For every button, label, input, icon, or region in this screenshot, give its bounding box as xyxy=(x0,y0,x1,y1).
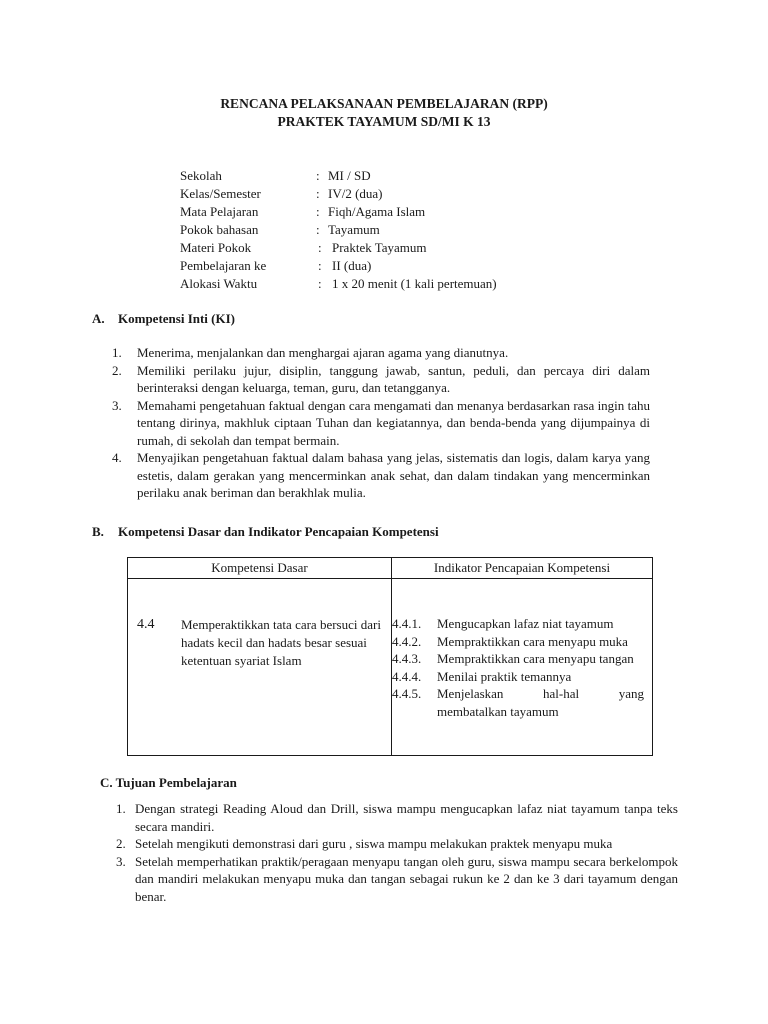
list-number: 4. xyxy=(112,450,122,465)
list-text: Menerima, menjalankan dan menghargai ajaran agama yang dianutnya. xyxy=(137,345,509,360)
list-item xyxy=(116,835,678,853)
table-row xyxy=(128,579,653,756)
indicator-number: 4.4.1. xyxy=(392,616,422,631)
list-item xyxy=(112,344,650,362)
document-title-line2: PRAKTEK TAYAMUM SD/MI K 13 xyxy=(277,114,491,129)
kd-cell xyxy=(128,579,392,756)
list-number: 1. xyxy=(112,345,122,360)
indicator-text: Mempraktikkan cara menyapu tangan xyxy=(437,651,634,666)
list-number: 2. xyxy=(116,836,126,851)
info-label: Kelas/Semester xyxy=(180,186,261,201)
indicator-text: Mengucapkan lafaz niat tayamum xyxy=(437,616,614,631)
list-item xyxy=(112,449,650,502)
indicator-number: 4.4.3. xyxy=(392,651,422,666)
info-label: Pembelajaran ke xyxy=(180,258,267,273)
indicator-text: Menilai praktik temannya xyxy=(437,668,572,684)
section-letter: B. xyxy=(92,524,104,539)
indicator-number: 4.4.4. xyxy=(392,668,422,684)
info-value: Tayamum xyxy=(328,222,380,237)
list-item xyxy=(112,362,650,397)
indicator-item xyxy=(392,633,644,651)
info-colon: : xyxy=(316,186,320,201)
info-label: Sekolah xyxy=(180,168,222,183)
indicator-item xyxy=(392,685,644,720)
list-text: Menyajikan pengetahuan faktual dalam bahasa yang jelas, sistematis dan logis, dalam karya yang estetis, dalam gerakan yang mencerminkan anak sehat, dan dalam tindakan yang mencerminkan perilaku anak beriman dan berakhlak mulia. xyxy=(137,450,650,500)
section-title: Kompetensi Dasar dan Indikator Pencapaian Kompetensi xyxy=(118,524,439,539)
list-number: 2. xyxy=(112,362,122,378)
section-a-heading xyxy=(92,310,235,328)
info-value: MI / SD xyxy=(328,168,371,183)
info-colon: : xyxy=(316,222,320,237)
section-title: Kompetensi Inti (KI) xyxy=(118,311,235,326)
column-header-kd: Kompetensi Dasar xyxy=(128,558,392,579)
list-number: 3. xyxy=(116,853,126,869)
info-value: IV/2 (dua) xyxy=(328,186,383,201)
list-text: Dengan strategi Reading Aloud dan Drill, siswa mampu mengucapkan lafaz niat tayamum tanpa teks secara mandiri. xyxy=(135,801,678,834)
document-title-line1: RENCANA PELAKSANAAN PEMBELAJARAN (RPP) xyxy=(220,96,548,111)
list-number: 1. xyxy=(116,801,126,816)
info-value: Fiqh/Agama Islam xyxy=(328,204,426,219)
indicator-number: 4.4.5. xyxy=(392,686,422,701)
section-letter: A. xyxy=(92,311,105,326)
info-value: 1 x 20 menit (1 kali pertemuan) xyxy=(332,276,497,291)
list-item xyxy=(116,853,678,906)
indicator-number: 4.4.2. xyxy=(392,633,422,649)
info-value: Praktek Tayamum xyxy=(332,240,427,255)
info-value: II (dua) xyxy=(332,258,372,273)
indicator-item xyxy=(392,668,644,686)
list-item xyxy=(112,397,650,450)
section-title: C. Tujuan Pembelajaran xyxy=(100,775,237,790)
info-label: Materi Pokok xyxy=(180,240,252,255)
info-label: Mata Pelajaran xyxy=(180,204,259,219)
section-c-heading xyxy=(100,774,237,792)
list-text: Memahami pengetahuan faktual dengan cara mengamati dan menanya berdasarkan rasa ingin tahu tentang dirinya, makhluk ciptaan Tuhan dan kegiatannya, dan benda-benda yang dijumpainya di rumah, di sekolah dan tempat bermain. xyxy=(137,397,650,448)
list-text: Memiliki perilaku jujur, disiplin, tanggung jawab, santun, peduli, dan percaya diri dalam berinteraksi dengan keluarga, teman, guru, dan tetangganya. xyxy=(137,362,650,395)
indicator-text: Mempraktikkan cara menyapu muka xyxy=(437,633,628,649)
list-number: 3. xyxy=(112,397,122,413)
list-text: Setelah memperhatikan praktik/peragaan menyapu tangan oleh guru, siswa mampu secara berkelompok dan mandiri melakukan menyapu muka dan tangan sebagai rukun ke 2 dan ke 3 dari tayamum dengan benar. xyxy=(135,853,678,904)
info-label: Pokok bahasan xyxy=(180,222,259,237)
ki-list xyxy=(112,344,650,502)
info-colon: : xyxy=(316,168,320,183)
info-colon: : xyxy=(318,258,322,273)
tujuan-list xyxy=(116,800,678,905)
list-item xyxy=(116,800,678,835)
indicator-cell xyxy=(392,579,653,756)
indicator-list xyxy=(392,615,644,720)
list-text: Setelah mengikuti demonstrasi dari guru , siswa mampu melakukan praktek menyapu muka xyxy=(135,836,613,851)
section-b-heading xyxy=(92,523,439,541)
kd-text: Memperaktikkan tata cara bersuci dari hadats kecil dan hadats besar sesuai ketentuan syariat Islam xyxy=(181,617,381,668)
info-colon: : xyxy=(318,240,322,255)
indicator-text: Menjelaskan hal-hal yang membatalkan tayamum xyxy=(437,686,644,719)
info-colon: : xyxy=(318,276,322,291)
kd-code: 4.4 xyxy=(137,617,155,632)
column-header-indicator: Indikator Pencapaian Kompetensi xyxy=(392,558,653,579)
competency-table xyxy=(127,557,653,756)
table-header-row xyxy=(128,558,653,579)
info-colon: : xyxy=(316,204,320,219)
info-label: Alokasi Waktu xyxy=(180,276,258,291)
indicator-item xyxy=(392,615,644,633)
indicator-item xyxy=(392,650,644,668)
